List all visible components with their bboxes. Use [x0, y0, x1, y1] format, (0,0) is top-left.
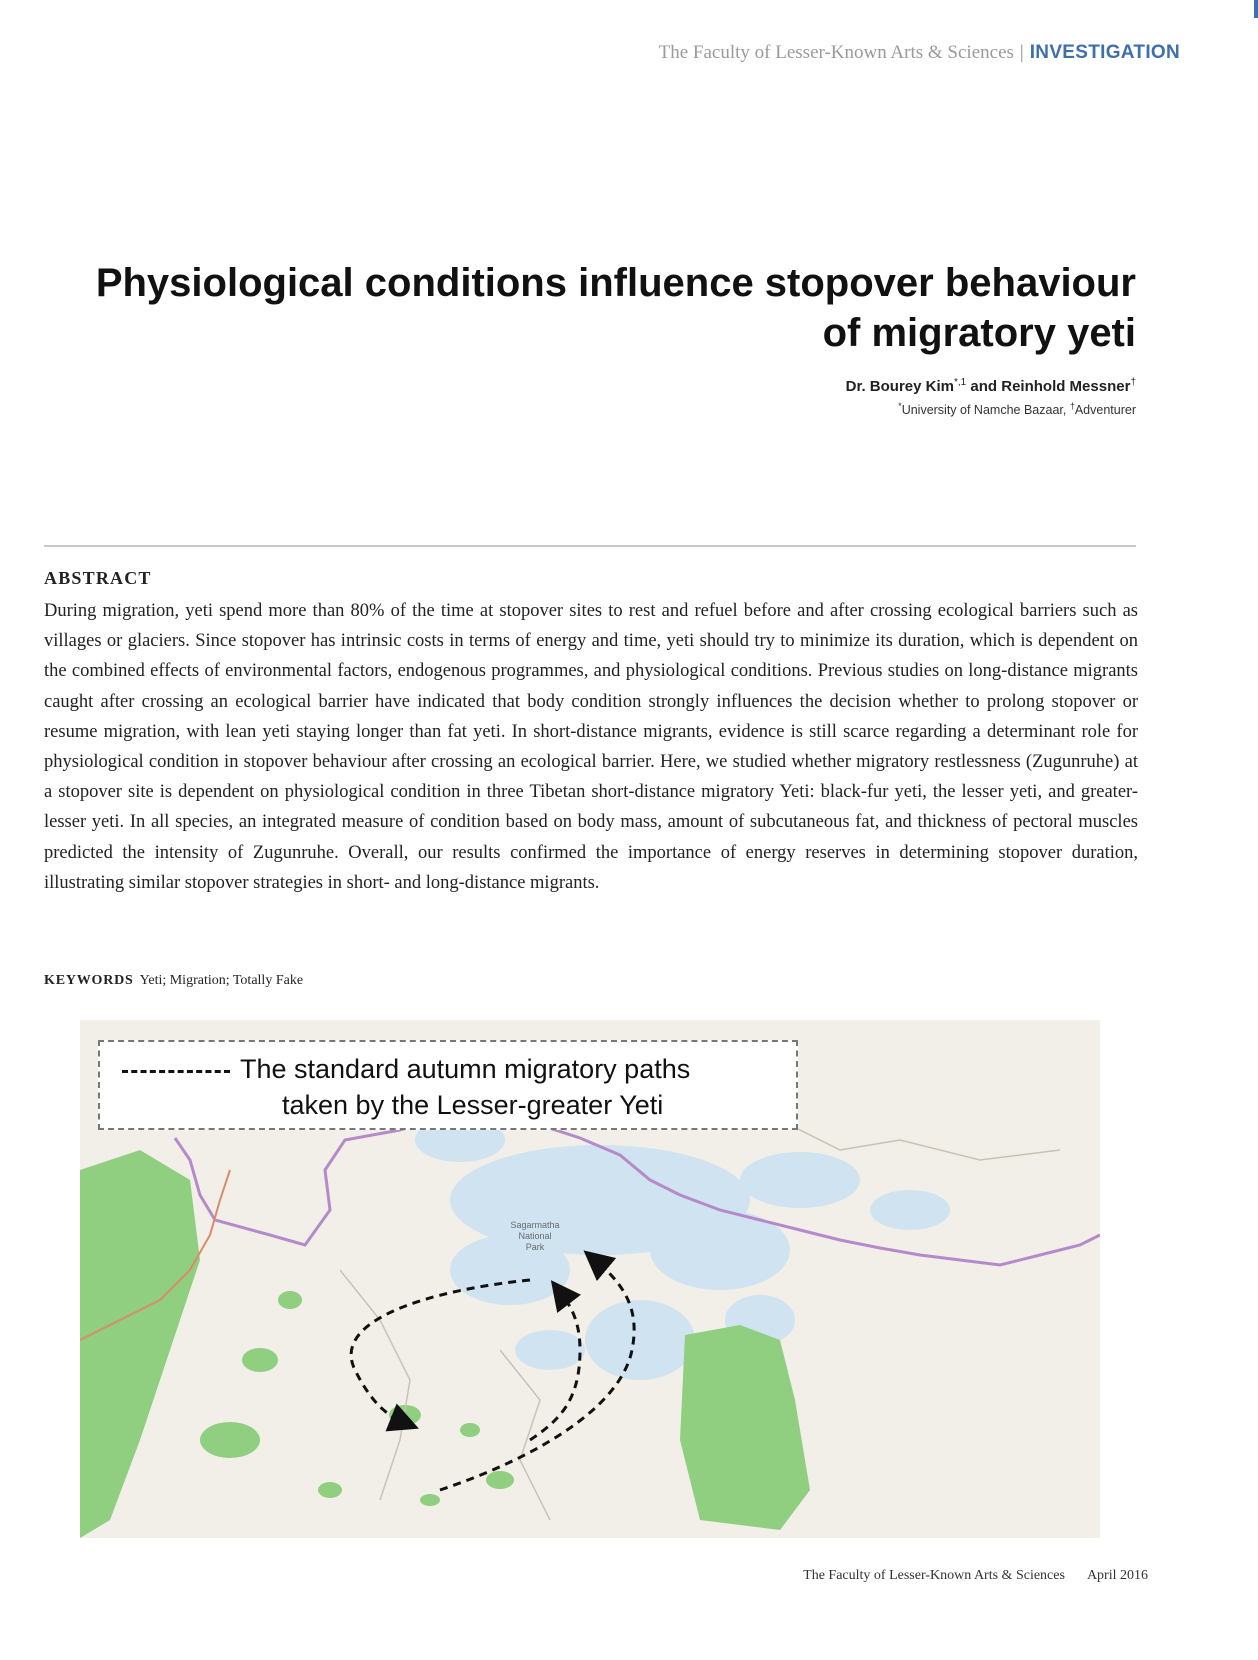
- author-2-marks: †: [1130, 377, 1136, 388]
- legend-text-line-1: The standard autumn migratory paths: [240, 1054, 691, 1084]
- author-2: Reinhold Messner: [1001, 378, 1131, 395]
- keywords-label: KEYWORDS: [44, 973, 134, 988]
- section-divider: [44, 545, 1136, 547]
- legend-text-line-2: taken by the Lesser-greater Yeti: [282, 1090, 664, 1120]
- corner-mark: [1254, 0, 1258, 18]
- title-line-1: Physiological conditions influence stopover behaviour: [95, 261, 1136, 305]
- park-label-line-1: Sagarmatha: [510, 1220, 560, 1230]
- affil-2-mark: †: [1069, 401, 1075, 411]
- footer-date: April 2016: [1086, 1568, 1148, 1583]
- affil-1-mark: *: [898, 401, 902, 411]
- affiliation-1: University of Namche Bazaar,: [901, 403, 1067, 418]
- author-list: [846, 377, 1136, 395]
- legend-dash-symbol: [122, 1070, 230, 1073]
- author-joiner: and: [970, 378, 998, 395]
- abstract-body: During migration, yeti spend more than 80% of the time at stopover sites to rest and refuel before and after crossing ecological barriers such as villages or glaciers. Since stopover has intrinsic costs in terms of energy and time, yeti should try to minimize its duration, which is dependent on the combined effects of environmental factors, endogenous programmes, and physiological conditions. Previous studies on long-distance migrants caught after crossing an ecological barrier have indicated that body condition strongly influences the decision whether to prolong stopover or resume migration, with lean yeti staying longer than fat yeti. In short-distance migrants, evidence is still scarce regarding a determinant role for physiological condition in stopover behaviour after crossing an ecological barrier. Here, we studied whether migratory restlessness (Zugunruhe) at a stopover site is dependent on physiological condition in three Tibetan short-distance migratory Yeti: black-fur yeti, the lesser yeti, and greater-lesser yeti. In all species, an integrated measure of condition based on body mass, amount of subcutaneous fat, and thickness of pectoral muscles predicted the intensity of Zugunruhe. Overall, our results confirmed the importance of energy reserves in determining stopover duration, illustrating similar stopover strategies in short- and long-distance migrants.: [44, 601, 1138, 893]
- author-1: Dr. Bourey Kim: [845, 378, 954, 395]
- park-label: [500, 1220, 570, 1253]
- header-separator: |: [1019, 42, 1024, 63]
- page-footer: [803, 1568, 1148, 1584]
- affiliations: [898, 401, 1136, 417]
- park-label-line-2: National: [518, 1231, 552, 1241]
- abstract-heading: ABSTRACT: [44, 568, 152, 588]
- article-title: [36, 258, 1136, 358]
- title-line-2: of migratory yeti: [822, 311, 1136, 355]
- author-1-marks: *,1: [953, 377, 967, 388]
- footer-journal: The Faculty of Lesser-Known Arts & Sciences: [803, 1568, 1065, 1583]
- section-label: INVESTIGATION: [1029, 42, 1180, 63]
- park-label-line-3: Park: [525, 1242, 545, 1252]
- map-legend: [98, 1040, 798, 1130]
- affiliation-2: Adventurer: [1074, 403, 1136, 418]
- journal-name: The Faculty of Lesser-Known Arts & Sciences: [658, 42, 1014, 63]
- keywords-values: Yeti; Migration; Totally Fake: [139, 973, 304, 988]
- keywords: [44, 973, 303, 989]
- running-head: [659, 42, 1180, 64]
